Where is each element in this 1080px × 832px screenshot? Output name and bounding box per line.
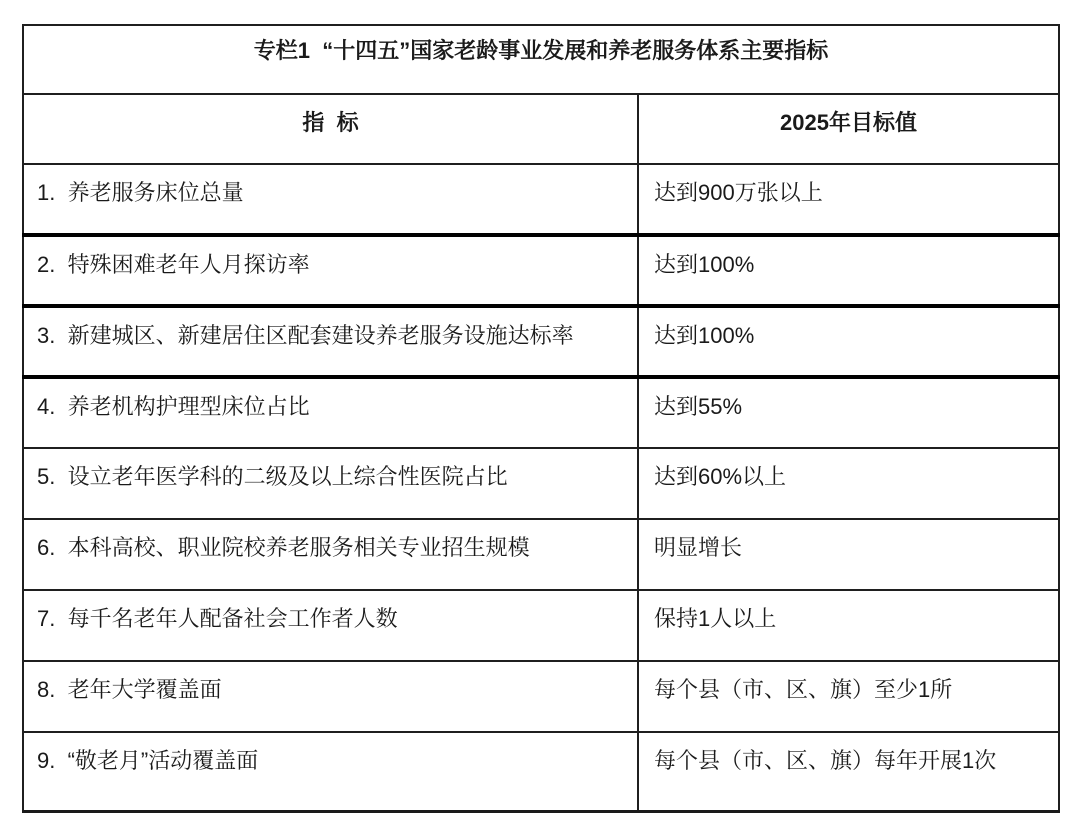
indicator-cell: 6. 本科高校、职业院校养老服务相关专业招生规模 <box>23 519 638 590</box>
target-cell: 达到100% <box>638 306 1059 377</box>
table-row <box>23 519 1059 590</box>
indicator-cell: 4. 养老机构护理型床位占比 <box>23 377 638 448</box>
target-cell: 达到900万张以上 <box>638 164 1059 235</box>
table-row <box>23 661 1059 732</box>
indicator-table <box>22 24 1060 813</box>
table-row <box>23 448 1059 519</box>
target-cell: 保持1人以上 <box>638 590 1059 661</box>
target-cell: 达到55% <box>638 377 1059 448</box>
table-row <box>23 732 1059 811</box>
table-title: 专栏1 “十四五”国家老龄事业发展和养老服务体系主要指标 <box>23 25 1059 94</box>
target-cell: 达到100% <box>638 235 1059 306</box>
indicator-cell: 2. 特殊困难老年人月探访率 <box>23 235 638 306</box>
indicator-cell: 9. “敬老月”活动覆盖面 <box>23 732 638 811</box>
indicator-cell: 5. 设立老年医学科的二级及以上综合性医院占比 <box>23 448 638 519</box>
column-header-indicator: 指 标 <box>23 94 638 164</box>
table-row <box>23 590 1059 661</box>
table-container <box>22 24 1060 813</box>
table-row <box>23 164 1059 235</box>
indicator-cell: 7. 每千名老年人配备社会工作者人数 <box>23 590 638 661</box>
column-header-target: 2025年目标值 <box>638 94 1059 164</box>
target-cell: 每个县（市、区、旗）每年开展1次 <box>638 732 1059 811</box>
target-cell: 每个县（市、区、旗）至少1所 <box>638 661 1059 732</box>
table-row <box>23 306 1059 377</box>
table-row <box>23 235 1059 306</box>
target-cell: 明显增长 <box>638 519 1059 590</box>
target-cell: 达到60%以上 <box>638 448 1059 519</box>
indicator-cell: 1. 养老服务床位总量 <box>23 164 638 235</box>
indicator-cell: 3. 新建城区、新建居住区配套建设养老服务设施达标率 <box>23 306 638 377</box>
indicator-cell: 8. 老年大学覆盖面 <box>23 661 638 732</box>
table-row <box>23 377 1059 448</box>
table-title-row <box>23 25 1059 94</box>
table-header-row <box>23 94 1059 164</box>
